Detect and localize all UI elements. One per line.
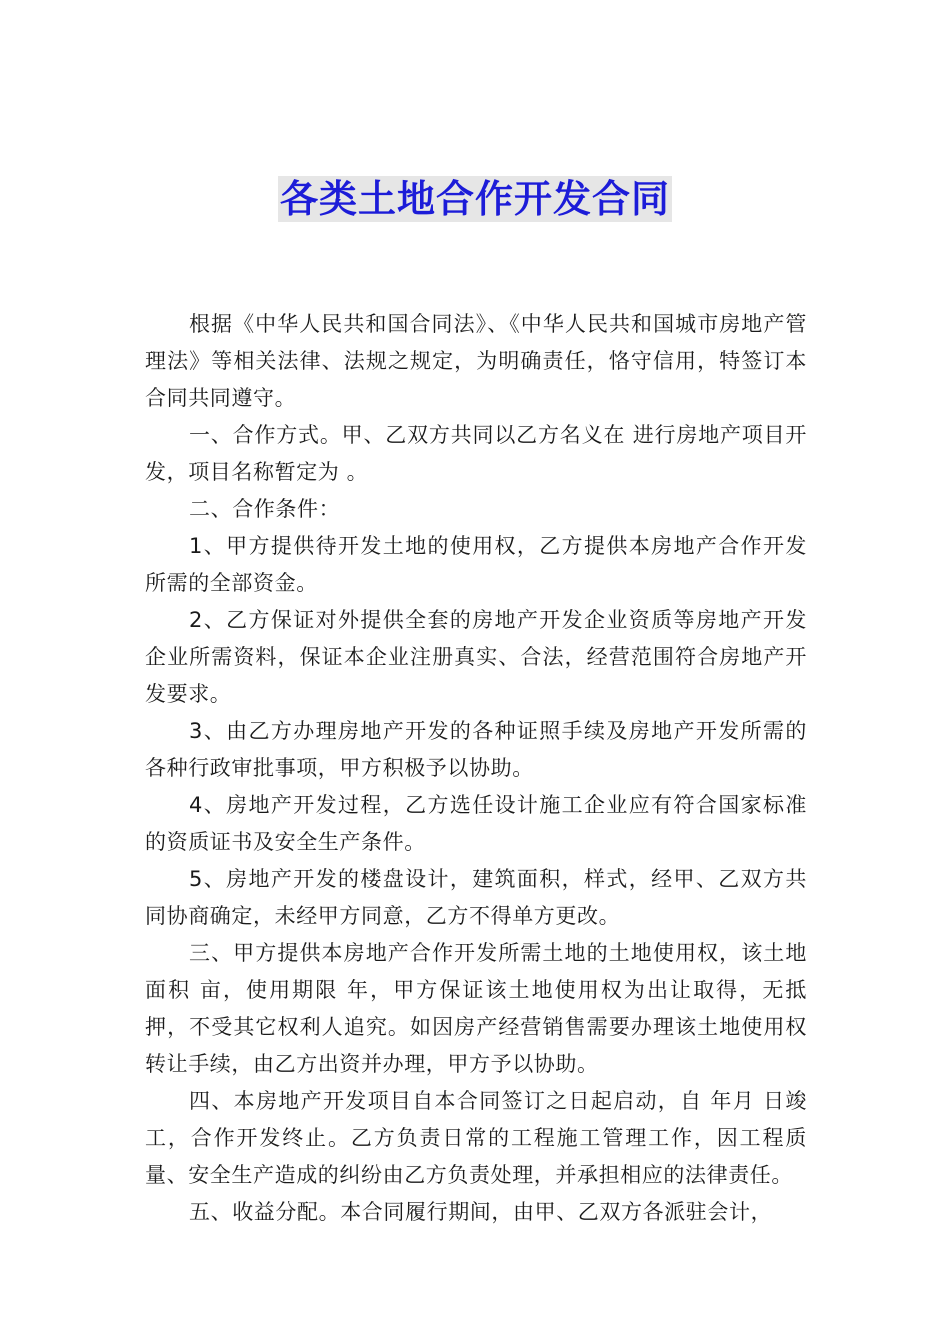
- paragraph-preamble: 根据《中华人民共和国合同法》、《中华人民共和国城市房地产管理法》等相关法律、法规之规定，为明确责任，恪守信用，特签订本合同共同遵守。: [145, 312, 807, 410]
- paragraph-condition-3: 3、由乙方办理房地产开发的各种证照手续及房地产开发所需的各种行政审批事项，甲方积极予以协助。: [145, 719, 807, 780]
- title-container: [0, 176, 950, 222]
- paragraph-condition-5: 5、房地产开发的楼盘设计，建筑面积，样式，经甲、乙双方共同协商确定，未经甲方同意，乙方不得单方更改。: [145, 867, 807, 928]
- document-body: [145, 306, 807, 1231]
- paragraph-land-use-right: 三、甲方提供本房地产合作开发所需土地的土地使用权，该土地面积 亩，使用期限 年，甲方保证该土地使用权为出让取得，无抵押，不受其它权利人追究。如因房产经营销售需要办理该土地使用权转让手续，由乙方出资并办理，甲方予以协助。: [145, 941, 807, 1076]
- paragraph-condition-4: 4、房地产开发过程，乙方选任设计施工企业应有符合国家标准的资质证书及安全生产条件。: [145, 793, 807, 854]
- paragraph-project-timeline: 四、本房地产开发项目自本合同签订之日起启动，自 年月 日竣工，合作开发终止。乙方负责日常的工程施工管理工作，因工程质量、安全生产造成的纠纷由乙方负责处理，并承担相应的法律责任。: [145, 1089, 807, 1187]
- paragraph-cooperation-method: 一、合作方式。甲、乙双方共同以乙方名义在 进行房地产项目开发，项目名称暂定为 。: [145, 423, 807, 484]
- paragraph-cooperation-conditions-heading: 二、合作条件：: [189, 497, 341, 521]
- paragraph-condition-2: 2、乙方保证对外提供全套的房地产开发企业资质等房地产开发企业所需资料，保证本企业注册真实、合法，经营范围符合房地产开发要求。: [145, 608, 807, 706]
- paragraph-profit-distribution: 五、收益分配。本合同履行期间，由甲、乙双方各派驻会计，: [189, 1200, 773, 1224]
- document-title: 各类土地合作开发合同: [279, 177, 670, 221]
- paragraph-condition-1: 1、甲方提供待开发土地的使用权，乙方提供本房地产合作开发所需的全部资金。: [145, 534, 807, 595]
